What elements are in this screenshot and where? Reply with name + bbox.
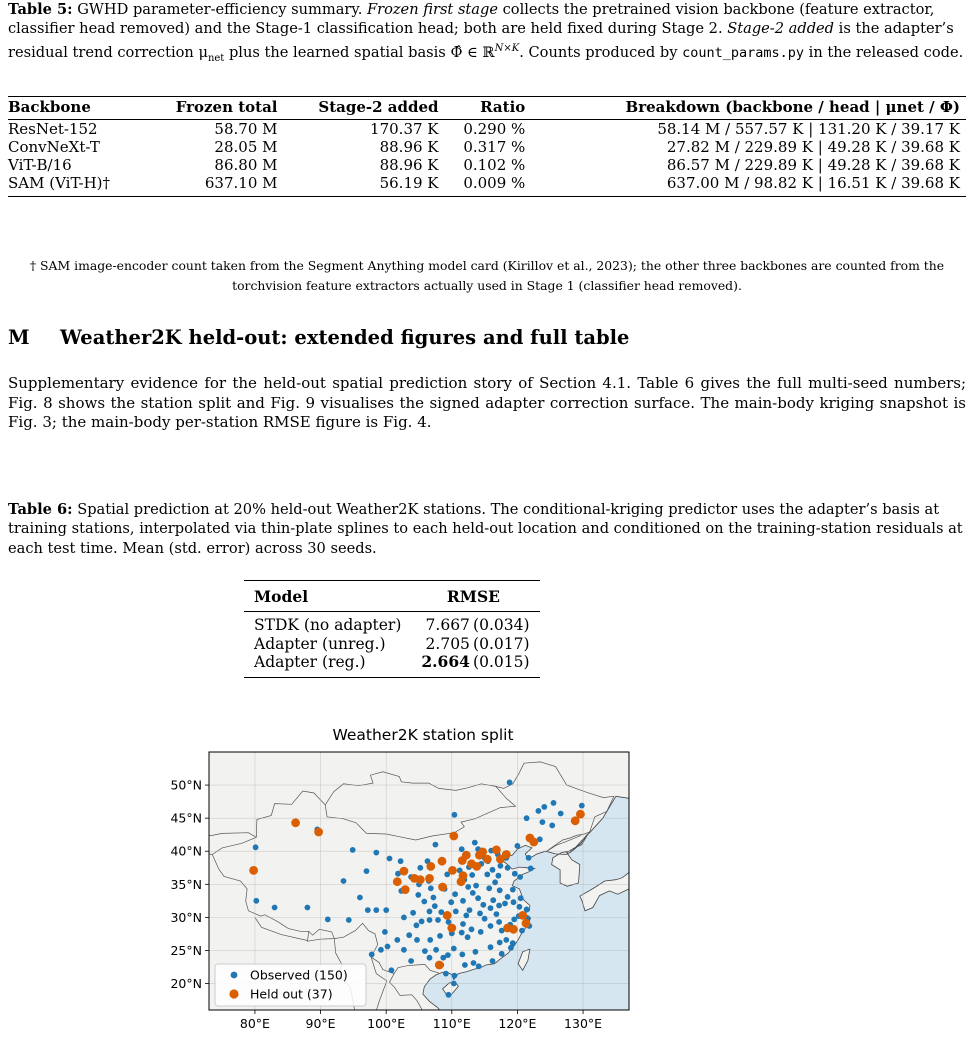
table5-cell-breakdown: 58.14 M / 557.57 K | 131.20 K / 39.17 K xyxy=(657,120,960,138)
heldout-station-point xyxy=(472,862,481,871)
observed-station-point xyxy=(490,958,496,964)
table5-cell-ratio: 0.102 % xyxy=(463,156,526,174)
observed-station-point xyxy=(410,910,416,916)
observed-station-point xyxy=(496,903,502,909)
table5-caption-text: plus the learned spatial basis Φ̂ ∈ ℝ xyxy=(224,43,495,61)
observed-station-point xyxy=(421,899,427,905)
observed-station-point xyxy=(473,949,479,955)
observed-station-point xyxy=(549,823,555,829)
heldout-station-point xyxy=(291,818,300,827)
observed-station-point xyxy=(475,895,481,901)
observed-station-point xyxy=(541,804,547,810)
legend-marker-observed xyxy=(231,972,238,979)
table5-cell-backbone: ResNet-152 xyxy=(8,120,98,138)
observed-station-point xyxy=(477,911,483,917)
heldout-station-point xyxy=(459,871,468,880)
y-tick-label: 20°N xyxy=(170,976,202,992)
observed-station-point xyxy=(465,884,471,890)
observed-station-point xyxy=(508,945,514,951)
table5-caption xyxy=(8,0,966,68)
observed-station-point xyxy=(408,958,414,964)
table5-caption-stage2: Stage-2 added xyxy=(727,20,835,38)
observed-station-point xyxy=(488,923,494,929)
table6-rmse-mean: 7.667 xyxy=(425,616,470,634)
observed-station-point xyxy=(460,898,466,904)
observed-station-point xyxy=(346,917,352,923)
y-tick-label: 40°N xyxy=(170,843,202,859)
heldout-station-point xyxy=(438,857,447,866)
observed-station-point xyxy=(494,911,500,917)
table-row xyxy=(244,653,540,677)
y-axis xyxy=(170,778,209,991)
observed-station-point xyxy=(383,907,389,913)
section-heading xyxy=(8,326,629,349)
x-tick-label: 120°E xyxy=(498,1016,537,1031)
heldout-station-point xyxy=(249,866,258,875)
table6-header-model: Model xyxy=(254,587,309,606)
table6-rmse-mean: 2.705 xyxy=(425,634,470,653)
observed-station-point xyxy=(496,919,502,925)
observed-station-point xyxy=(472,840,478,846)
observed-station-point xyxy=(502,901,508,907)
x-tick-label: 100°E xyxy=(367,1016,406,1031)
heldout-station-point xyxy=(435,961,444,970)
table6-cell-model: Adapter (reg.) xyxy=(254,653,366,671)
table-row xyxy=(244,612,540,635)
heldout-station-point xyxy=(438,883,447,892)
heldout-station-point xyxy=(443,911,452,920)
observed-station-point xyxy=(433,842,439,848)
map-title: Weather2K station split xyxy=(332,726,514,744)
table5-footnote-text: † SAM image-encoder count taken from the Segment Anything model card (Kirillov et al., 2023); the other three backbones are counted from the torchvision feature extractors actually used in Stage 1 (classifier head removed). xyxy=(29,258,945,293)
table5-cell-backbone: SAM (ViT-H)† xyxy=(8,174,111,192)
observed-station-point xyxy=(427,937,433,943)
table-row xyxy=(8,138,966,156)
table5-cell-ratio: 0.317 % xyxy=(463,138,526,156)
observed-station-point xyxy=(401,915,407,921)
table5-cell-frozen: 86.80 M xyxy=(214,156,278,174)
x-tick-label: 110°E xyxy=(432,1016,471,1031)
table6-rmse-se: (0.017) xyxy=(473,634,530,653)
heldout-station-point xyxy=(502,850,511,859)
observed-station-point xyxy=(469,926,475,932)
observed-station-point xyxy=(476,963,482,969)
y-tick-label: 30°N xyxy=(170,909,202,925)
observed-station-point xyxy=(427,917,433,923)
table6-caption xyxy=(8,500,966,558)
observed-station-point xyxy=(469,872,475,878)
heldout-station-point xyxy=(462,851,471,860)
observed-station-point xyxy=(511,899,517,905)
observed-station-point xyxy=(448,899,454,905)
heldout-station-point xyxy=(509,925,518,934)
table6-rmse-mean-best: 2.664 xyxy=(421,652,470,671)
table6-header-row xyxy=(244,581,540,612)
table-row xyxy=(8,120,966,139)
observed-station-point xyxy=(373,850,379,856)
observed-station-point xyxy=(488,944,494,950)
observed-station-point xyxy=(387,856,393,862)
section-number: M xyxy=(8,326,30,349)
observed-station-point xyxy=(398,858,404,864)
table5-header-backbone: Backbone xyxy=(8,98,91,116)
section-paragraph: Supplementary evidence for the held-out spatial prediction story of Section 4.1. Table 6 gives the full multi-seed numbers; Fig. 8 shows the station split and Fig. 9 visualises the signed adapter correction surface. The main-body kriging snapshot is Fig. 3; the main-body per-station RMSE figure is Fig. 4. xyxy=(8,374,966,432)
observed-station-point xyxy=(253,898,259,904)
observed-station-point xyxy=(459,930,465,936)
heldout-station-point xyxy=(425,874,434,883)
table5-cell-frozen: 28.05 M xyxy=(214,138,278,156)
observed-station-point xyxy=(451,981,457,987)
observed-station-point xyxy=(440,955,446,961)
observed-station-point xyxy=(378,947,384,953)
heldout-station-point xyxy=(416,875,425,884)
observed-station-point xyxy=(470,890,476,896)
observed-station-point xyxy=(467,907,473,913)
observed-station-point xyxy=(498,863,504,869)
observed-station-point xyxy=(350,847,356,853)
section-title: Weather2K held-out: extended figures and full table xyxy=(60,326,630,349)
legend-label-observed: Observed (150) xyxy=(250,967,348,983)
table5-caption-text: collects the pretrained vision backbone (feature extractor, classifier head removed) and the Stage-1 classification head; both are held fixed during Stage 2. xyxy=(8,1,935,38)
observed-station-point xyxy=(365,907,371,913)
observed-station-point xyxy=(503,937,509,943)
heldout-station-point xyxy=(478,848,487,857)
observed-station-point xyxy=(428,885,434,891)
observed-station-point xyxy=(443,971,449,977)
observed-station-point xyxy=(459,846,465,852)
x-tick-label: 80°E xyxy=(239,1016,270,1031)
observed-station-point xyxy=(432,903,438,909)
heldout-station-point xyxy=(314,828,323,837)
table5-cell-frozen: 637.10 M xyxy=(204,174,278,192)
table5-caption-text: is the adapter’s residual trend correction μ xyxy=(8,20,954,61)
observed-station-point xyxy=(459,952,465,958)
table6-cell-model: Adapter (unreg.) xyxy=(254,634,386,653)
table6-cell-model: STDK (no adapter) xyxy=(254,616,402,634)
observed-station-point xyxy=(463,913,469,919)
table5-cell-breakdown: 637.00 M / 98.82 K | 16.51 K / 39.68 K xyxy=(666,174,960,192)
observed-station-point xyxy=(364,868,370,874)
observed-station-point xyxy=(414,937,420,943)
observed-station-point xyxy=(272,905,278,911)
table5-header-frozen: Frozen total xyxy=(175,98,278,116)
observed-station-point xyxy=(385,944,391,950)
table5-cell-backbone: ViT-B/16 xyxy=(8,156,72,174)
observed-station-point xyxy=(305,905,311,911)
table6-cell-rmse xyxy=(411,612,539,635)
observed-station-point xyxy=(488,905,494,911)
table5-header-ratio: Ratio xyxy=(480,98,526,116)
heldout-station-point xyxy=(529,838,538,847)
observed-station-point xyxy=(490,897,496,903)
table6-caption-text: Spatial prediction at 20% held-out Weather2K stations. The conditional-kriging predictor uses the adapter’s basis at training stations, interpolated via thin-plate splines to each held-out location and conditioned on the training-station residuals at each test time. Mean (std. error) across 30 seeds. xyxy=(8,501,963,557)
observed-station-point xyxy=(519,928,525,934)
table6-cell-rmse xyxy=(411,653,539,677)
table5-caption-frozen: Frozen first stage xyxy=(366,1,498,18)
observed-station-point xyxy=(465,934,471,940)
observed-station-point xyxy=(452,973,458,979)
heldout-station-point xyxy=(426,862,435,871)
table5-cell-added: 170.37 K xyxy=(370,120,439,138)
observed-station-point xyxy=(482,916,488,922)
observed-station-point xyxy=(486,885,492,891)
table6 xyxy=(244,580,540,678)
observed-station-point xyxy=(473,883,479,889)
table5-caption-sup: N×K xyxy=(494,42,520,54)
heldout-station-point xyxy=(449,832,458,841)
observed-station-point xyxy=(431,895,437,901)
observed-station-point xyxy=(419,919,425,925)
table5-caption-code: count_params.py xyxy=(682,44,805,61)
observed-station-point xyxy=(505,865,511,871)
table-row xyxy=(244,635,540,654)
y-tick-label: 35°N xyxy=(170,876,202,892)
observed-station-point xyxy=(427,955,433,961)
observed-station-point xyxy=(510,887,516,893)
table5-caption-label: Table 5: xyxy=(8,1,73,18)
x-tick-label: 90°E xyxy=(305,1016,336,1031)
observed-station-point xyxy=(417,865,423,871)
observed-station-point xyxy=(512,871,518,877)
observed-station-point xyxy=(462,962,468,968)
x-axis xyxy=(240,1010,602,1031)
observed-station-point xyxy=(406,932,412,938)
table5-header-added: Stage-2 added xyxy=(318,98,439,116)
legend-marker-heldout xyxy=(229,989,238,998)
table5-cell-backbone: ConvNeXt-T xyxy=(8,138,100,156)
table6-header-rmse: RMSE xyxy=(446,587,500,606)
table5-cell-added: 88.96 K xyxy=(379,156,439,174)
observed-station-point xyxy=(452,812,458,818)
observed-station-point xyxy=(433,947,439,953)
observed-station-point xyxy=(497,887,503,893)
table6-rmse-se: (0.034) xyxy=(473,616,530,634)
observed-station-point xyxy=(484,872,490,878)
observed-station-point xyxy=(480,902,486,908)
observed-station-point xyxy=(435,917,441,923)
observed-station-point xyxy=(471,960,477,966)
observed-station-point xyxy=(558,811,564,817)
observed-station-point xyxy=(394,937,400,943)
table5-cell-ratio: 0.290 % xyxy=(463,120,526,138)
observed-station-point xyxy=(499,951,505,957)
observed-station-point xyxy=(452,891,458,897)
observed-station-point xyxy=(451,946,457,952)
observed-station-point xyxy=(536,808,542,814)
x-tick-label: 130°E xyxy=(564,1016,603,1031)
observed-station-point xyxy=(422,948,428,954)
observed-station-point xyxy=(526,855,532,861)
observed-station-point xyxy=(427,909,433,915)
table5-cell-breakdown: 86.57 M / 229.89 K | 49.28 K / 39.68 K xyxy=(666,156,960,174)
table5 xyxy=(8,96,966,197)
table5-cell-breakdown: 27.82 M / 229.89 K | 49.28 K / 39.68 K xyxy=(666,138,960,156)
table5-caption-text: . Counts produced by xyxy=(519,43,683,61)
heldout-station-point xyxy=(518,911,527,920)
observed-station-point xyxy=(415,892,421,898)
table-row xyxy=(8,156,966,174)
heldout-station-point xyxy=(492,846,501,855)
observed-station-point xyxy=(437,933,443,939)
y-tick-label: 45°N xyxy=(170,810,202,826)
legend xyxy=(215,964,366,1006)
observed-station-point xyxy=(357,895,363,901)
table6-rmse-se: (0.015) xyxy=(473,653,530,671)
table5-header-breakdown: Breakdown (backbone / head | μnet / Φ) xyxy=(625,98,960,116)
observed-station-point xyxy=(478,929,484,935)
observed-station-point xyxy=(492,879,498,885)
heldout-station-point xyxy=(448,866,457,875)
table5-header-row xyxy=(8,97,966,120)
table5-caption-text: GWHD parameter-efficiency summary. xyxy=(72,1,367,18)
page xyxy=(8,0,966,671)
observed-station-point xyxy=(373,907,379,913)
table6-caption-label: Table 6: xyxy=(8,501,73,518)
observed-station-point xyxy=(579,803,585,809)
heldout-station-point xyxy=(522,919,531,928)
table5-caption-net: net xyxy=(207,52,225,64)
heldout-station-point xyxy=(400,867,409,876)
observed-station-point xyxy=(497,940,503,946)
table5-cell-frozen: 58.70 M xyxy=(214,120,278,138)
heldout-station-point xyxy=(483,855,492,864)
observed-station-point xyxy=(551,800,557,806)
heldout-station-point xyxy=(447,924,456,933)
observed-station-point xyxy=(524,815,530,821)
observed-station-point xyxy=(511,917,517,923)
observed-station-point xyxy=(517,874,523,880)
observed-station-point xyxy=(517,904,523,910)
observed-station-point xyxy=(253,844,259,850)
observed-station-point xyxy=(325,917,331,923)
observed-station-point xyxy=(389,967,395,973)
heldout-station-point xyxy=(393,877,402,886)
station-split-map xyxy=(150,718,650,1040)
observed-station-point xyxy=(453,909,459,915)
observed-station-point xyxy=(460,921,466,927)
legend-label-heldout: Held out (37) xyxy=(250,986,333,1002)
observed-station-point xyxy=(496,873,502,879)
y-tick-label: 25°N xyxy=(170,942,202,958)
table5-cell-added: 88.96 K xyxy=(379,138,439,156)
heldout-station-point xyxy=(576,810,585,819)
heldout-station-point xyxy=(401,885,410,894)
observed-station-point xyxy=(518,895,524,901)
observed-station-point xyxy=(515,843,521,849)
y-tick-label: 50°N xyxy=(170,777,202,793)
table5-cell-ratio: 0.009 % xyxy=(463,174,526,192)
observed-station-point xyxy=(528,866,534,872)
table6-cell-rmse xyxy=(411,635,539,654)
observed-station-point xyxy=(540,819,546,825)
table5-caption-text: in the released code. xyxy=(804,43,964,61)
table5-footnote xyxy=(8,256,966,296)
table5-cell-added: 56.19 K xyxy=(379,174,439,192)
observed-station-point xyxy=(490,867,496,873)
observed-station-point xyxy=(414,922,420,928)
observed-station-point xyxy=(382,929,388,935)
observed-station-point xyxy=(369,952,375,958)
observed-station-point xyxy=(446,992,452,998)
table-row xyxy=(8,174,966,197)
observed-station-point xyxy=(505,894,511,900)
observed-station-point xyxy=(507,780,513,786)
observed-station-point xyxy=(401,947,407,953)
observed-station-point xyxy=(341,878,347,884)
